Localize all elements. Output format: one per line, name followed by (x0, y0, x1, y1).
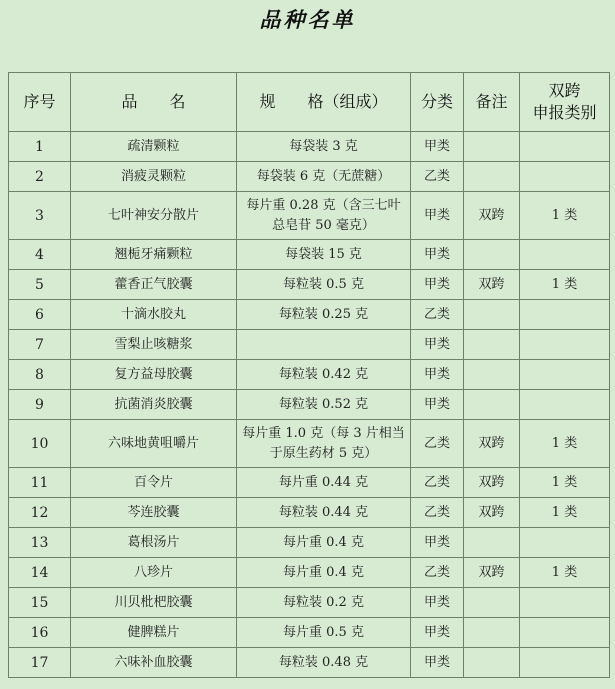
cell-category: 甲类 (411, 330, 464, 360)
table-row (9, 360, 610, 390)
cell-dual: 1 类 (520, 192, 610, 240)
cell-category: 甲类 (411, 132, 464, 162)
cell-remark: 双跨 (464, 498, 520, 528)
cell-spec: 每粒装 0.44 克 (237, 498, 411, 528)
cell-dual (520, 240, 610, 270)
cell-dual: 1 类 (520, 498, 610, 528)
cell-category: 甲类 (411, 618, 464, 648)
cell-seq: 12 (9, 498, 71, 528)
table-body (9, 132, 610, 678)
table-row (9, 618, 610, 648)
cell-seq: 5 (9, 270, 71, 300)
cell-category: 甲类 (411, 360, 464, 390)
table-row (9, 132, 610, 162)
cell-seq: 15 (9, 588, 71, 618)
variety-table (8, 72, 610, 678)
table-row (9, 390, 610, 420)
cell-seq: 10 (9, 420, 71, 468)
cell-dual (520, 300, 610, 330)
cell-name: 葛根汤片 (71, 528, 237, 558)
cell-spec: 每粒装 0.42 克 (237, 360, 411, 390)
cell-spec: 每片重 1.0 克（每 3 片相当于原生药材 5 克） (237, 420, 411, 468)
cell-spec: 每片重 0.28 克（含三七叶总皂苷 50 毫克） (237, 192, 411, 240)
cell-spec: 每袋装 6 克（无蔗糖） (237, 162, 411, 192)
cell-name: 六味补血胶囊 (71, 648, 237, 678)
cell-category: 甲类 (411, 648, 464, 678)
cell-category: 乙类 (411, 420, 464, 468)
cell-dual (520, 360, 610, 390)
cell-category: 甲类 (411, 270, 464, 300)
cell-category: 乙类 (411, 558, 464, 588)
cell-name: 藿香正气胶囊 (71, 270, 237, 300)
header-row (9, 73, 610, 132)
cell-remark: 双跨 (464, 192, 520, 240)
header-dual: 双跨 申报类别 (520, 73, 610, 132)
cell-spec: 每片重 0.5 克 (237, 618, 411, 648)
cell-name: 十滴水胶丸 (71, 300, 237, 330)
cell-spec: 每粒装 0.2 克 (237, 588, 411, 618)
cell-dual (520, 588, 610, 618)
table-row (9, 648, 610, 678)
cell-seq: 14 (9, 558, 71, 588)
cell-category: 甲类 (411, 240, 464, 270)
cell-spec (237, 330, 411, 360)
cell-dual (520, 330, 610, 360)
cell-spec: 每粒装 0.48 克 (237, 648, 411, 678)
cell-spec: 每粒装 0.5 克 (237, 270, 411, 300)
cell-name: 复方益母胶囊 (71, 360, 237, 390)
header-category: 分类 (411, 73, 464, 132)
cell-name: 百令片 (71, 468, 237, 498)
table-row (9, 270, 610, 300)
cell-remark: 双跨 (464, 420, 520, 468)
cell-name: 抗菌消炎胶囊 (71, 390, 237, 420)
cell-spec: 每袋装 3 克 (237, 132, 411, 162)
cell-name: 雪梨止咳糖浆 (71, 330, 237, 360)
header-seq: 序号 (9, 73, 71, 132)
cell-spec: 每粒装 0.25 克 (237, 300, 411, 330)
cell-name: 芩连胶囊 (71, 498, 237, 528)
cell-spec: 每片重 0.4 克 (237, 528, 411, 558)
cell-category: 乙类 (411, 498, 464, 528)
cell-remark (464, 390, 520, 420)
cell-category: 甲类 (411, 192, 464, 240)
cell-category: 甲类 (411, 390, 464, 420)
cell-spec: 每片重 0.44 克 (237, 468, 411, 498)
cell-remark (464, 162, 520, 192)
cell-name: 疏清颗粒 (71, 132, 237, 162)
cell-seq: 6 (9, 300, 71, 330)
cell-dual (520, 162, 610, 192)
cell-remark (464, 330, 520, 360)
table-row (9, 420, 610, 468)
cell-remark: 双跨 (464, 270, 520, 300)
cell-remark (464, 588, 520, 618)
cell-name: 健脾糕片 (71, 618, 237, 648)
cell-seq: 3 (9, 192, 71, 240)
cell-seq: 9 (9, 390, 71, 420)
cell-seq: 4 (9, 240, 71, 270)
cell-seq: 7 (9, 330, 71, 360)
cell-remark (464, 132, 520, 162)
header-remark: 备注 (464, 73, 520, 132)
table-row (9, 162, 610, 192)
table-row (9, 330, 610, 360)
cell-seq: 11 (9, 468, 71, 498)
cell-dual: 1 类 (520, 270, 610, 300)
cell-remark (464, 300, 520, 330)
page-title: 品种名单 (259, 7, 356, 32)
table-row (9, 300, 610, 330)
cell-dual: 1 类 (520, 468, 610, 498)
table-row (9, 240, 610, 270)
cell-remark (464, 648, 520, 678)
cell-remark (464, 360, 520, 390)
cell-dual: 1 类 (520, 558, 610, 588)
table-row (9, 192, 610, 240)
cell-remark (464, 618, 520, 648)
cell-name: 翘栀牙痛颗粒 (71, 240, 237, 270)
cell-seq: 17 (9, 648, 71, 678)
cell-name: 七叶神安分散片 (71, 192, 237, 240)
cell-seq: 16 (9, 618, 71, 648)
cell-seq: 1 (9, 132, 71, 162)
cell-name: 八珍片 (71, 558, 237, 588)
cell-spec: 每粒装 0.52 克 (237, 390, 411, 420)
cell-remark: 双跨 (464, 468, 520, 498)
cell-dual (520, 618, 610, 648)
cell-remark: 双跨 (464, 558, 520, 588)
cell-category: 乙类 (411, 300, 464, 330)
cell-remark (464, 240, 520, 270)
cell-seq: 8 (9, 360, 71, 390)
cell-spec: 每袋装 15 克 (237, 240, 411, 270)
table-row (9, 558, 610, 588)
table-row (9, 588, 610, 618)
header-spec: 规 格（组成） (237, 73, 411, 132)
cell-dual (520, 648, 610, 678)
cell-seq: 2 (9, 162, 71, 192)
cell-seq: 13 (9, 528, 71, 558)
cell-dual (520, 390, 610, 420)
cell-name: 川贝枇杷胶囊 (71, 588, 237, 618)
cell-category: 甲类 (411, 528, 464, 558)
cell-category: 甲类 (411, 588, 464, 618)
table-row (9, 468, 610, 498)
table-row (9, 528, 610, 558)
cell-remark (464, 528, 520, 558)
cell-dual (520, 132, 610, 162)
cell-spec: 每片重 0.4 克 (237, 558, 411, 588)
cell-dual: 1 类 (520, 420, 610, 468)
cell-dual (520, 528, 610, 558)
cell-category: 乙类 (411, 162, 464, 192)
cell-category: 乙类 (411, 468, 464, 498)
cell-name: 六味地黄咀嚼片 (71, 420, 237, 468)
header-name: 品 名 (71, 73, 237, 132)
cell-name: 消疲灵颗粒 (71, 162, 237, 192)
table-row (9, 498, 610, 528)
